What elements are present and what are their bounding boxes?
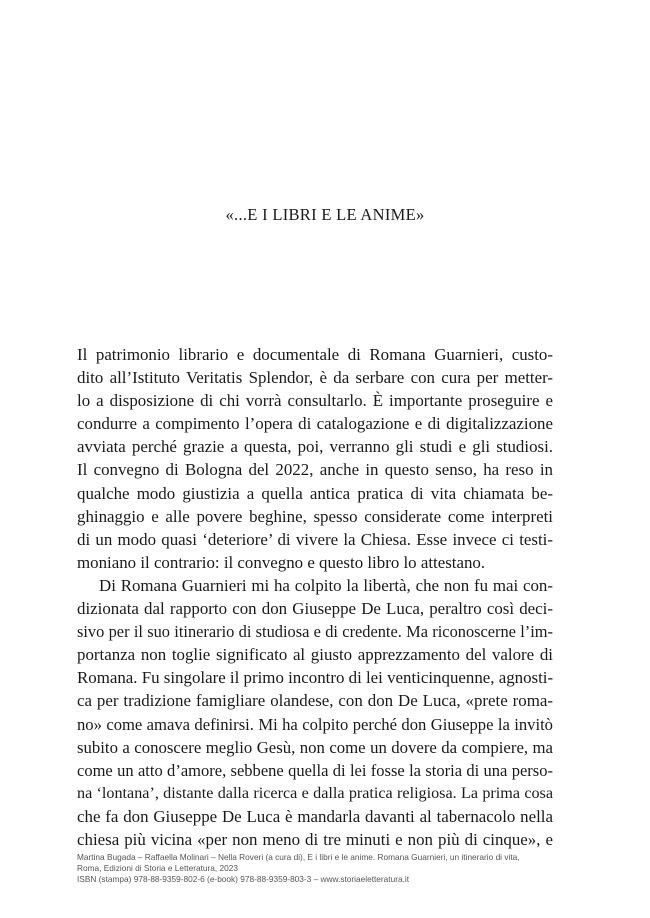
text-line: sivo per il suo itinerario di studiosa e di credente. Ma riconoscerne l’im- — [77, 622, 553, 642]
text-line: moniano il contrario: il convegno e questo libro lo attestano. — [77, 552, 486, 572]
footer-publisher-line: Roma, Edizioni di Storia e Letteratura, 2023 — [77, 863, 238, 873]
text-line: dito all’Istituto Veritatis Splendor, è da serbare con cura per metter- — [77, 368, 553, 388]
text-line: che fa don Giuseppe De Luca è mandarla davanti al tabernacolo nella — [77, 806, 553, 826]
text-line: qualche modo giustizia a quella antica pratica di vita chiamata be- — [77, 483, 553, 503]
text-line: subito a conoscere meglio Gesù, non come un dovere da compiere, ma — [77, 737, 553, 757]
text-line: ghinaggio e alle povere beghine, spesso considerate come interpreti — [77, 506, 553, 526]
text-line: Il patrimonio librario e documentale di Romana Guarnieri, custo- — [77, 345, 553, 364]
text-line: chiesa più vicina «per non meno di tre minuti e non più di cinque», e — [77, 829, 553, 849]
text-line: na ‘lontana’, distante dalla ricerca e dalla pratica religiosa. La prima cosa — [77, 784, 553, 802]
text-line: Romana. Fu singolare il primo incontro di lei venticinquenne, agnosti- — [77, 668, 554, 688]
text-line: di un modo quasi ‘deteriore’ di vivere la Chiesa. Esse invece ci testi- — [77, 529, 553, 549]
paragraph-1 — [77, 343, 553, 574]
chapter-title: «...E I LIBRI E LE ANIME» — [225, 205, 425, 224]
text-line: dizionata dal rapporto con don Giuseppe De Luca, peraltro così deci- — [77, 599, 553, 619]
text-line: come un atto d’amore, sebbene quella di lei fosse la storia di una perso- — [77, 760, 553, 780]
text-line: avviata perché grazie a questa, poi, verranno gli studi e gli studiosi. — [77, 437, 553, 457]
text-line: portanza non toglie significato al giusto apprezzamento del valore di — [77, 645, 553, 665]
footer-isbn-line: ISBN (stampa) 978-88-9359-802-6 (e-book) 978-88-9359-803-3 – www.storiaeletteratura.it — [77, 874, 410, 884]
text-line: ca per tradizione famigliare olandese, con don De Luca, «prete roma- — [77, 691, 553, 711]
text-line: lo a disposizione di chi vorrà consultarlo. È importante proseguire e — [77, 391, 553, 411]
text-line: condurre a compimento l’opera di catalogazione e di digitalizzazione — [77, 414, 553, 434]
text-line: no» come amava definirsi. Mi ha colpito perché don Giuseppe la invitò — [77, 714, 553, 734]
citation-footer — [77, 852, 557, 885]
text-line: Di Romana Guarnieri mi ha colpito la libertà, che non fu mai con- — [99, 575, 553, 595]
paragraph-2 — [77, 574, 553, 851]
text-line: Il convegno di Bologna del 2022, anche in questo senso, ha reso in — [77, 460, 553, 480]
body-text — [77, 343, 553, 851]
footer-citation-line: Martina Bugada – Raffaella Molinari – Nella Roveri (a cura di), E i libri e le anime. Romana Guarnieri, un itinerario di vita, — [77, 852, 520, 862]
